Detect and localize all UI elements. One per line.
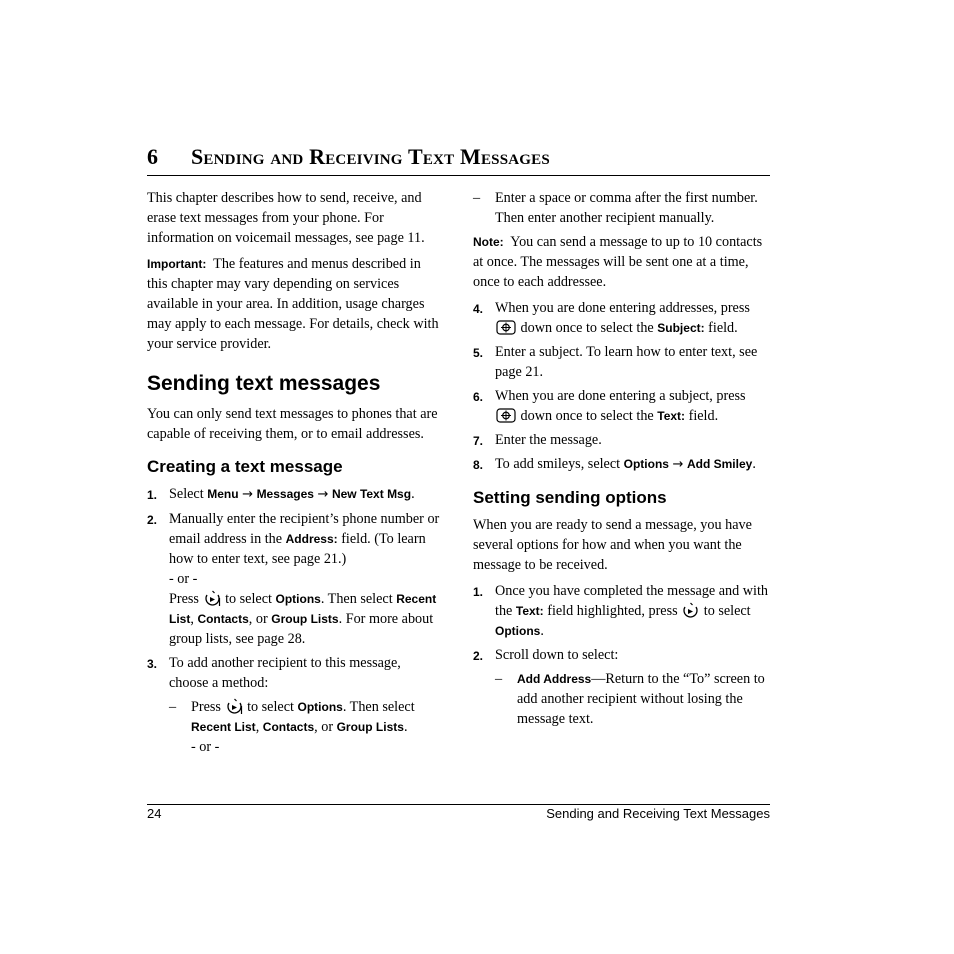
step-8: 8. To add smileys, select Options → Add Smiley. bbox=[473, 454, 771, 475]
recent-list-label: Recent List bbox=[191, 720, 256, 734]
chapter-header bbox=[147, 142, 770, 175]
chapter-title: Sending and Receiving Text Messages bbox=[191, 144, 550, 169]
step-7: 7. Enter the message. bbox=[473, 430, 771, 450]
note bbox=[473, 232, 771, 292]
add-address-option: – Add Address—Return to the “To” screen to add another recipient without losing the message text. bbox=[495, 671, 765, 727]
subsection-heading-creating: Creating a text message bbox=[147, 457, 343, 476]
step-number: 7. bbox=[473, 434, 484, 448]
arrow-right-icon: → bbox=[242, 487, 254, 502]
group-lists-label: Group Lists bbox=[336, 720, 404, 734]
page-number: 24 bbox=[147, 806, 162, 821]
important-text: The features and menus described in this chapter may vary depending on services available in your area. In addition, usage charges may apply to each message. For details, check with your service provider. bbox=[147, 256, 439, 352]
step-number: 2. bbox=[147, 513, 158, 527]
important-note bbox=[147, 254, 441, 354]
contacts-label: Contacts bbox=[262, 720, 315, 734]
address-field-label: Address: bbox=[285, 532, 338, 546]
note-label: Note: bbox=[473, 235, 504, 249]
left-column bbox=[147, 188, 441, 761]
options-label: Options bbox=[495, 624, 541, 638]
step-number: 1. bbox=[147, 488, 158, 502]
setting-intro: When you are ready to send a message, you have several options for how and when you want the message to be received. bbox=[473, 517, 752, 573]
step-4: 4. When you are done entering addresses, press down once to select the Subject: field. bbox=[473, 300, 750, 336]
add-address-label: Add Address bbox=[517, 672, 592, 686]
options-label: Options bbox=[297, 700, 343, 714]
options-label: Options bbox=[623, 457, 669, 471]
step-5: 5. Enter a subject. To learn how to enter text, see page 21. bbox=[473, 344, 758, 380]
step-number: 8. bbox=[473, 458, 484, 472]
step-number: 5. bbox=[473, 346, 484, 360]
setting-step-1: 1. Once you have completed the message and with the Text: field highlighted, press to select Options. bbox=[473, 583, 769, 639]
sending-intro: You can only send text messages to phones that are capable of receiving them, or to email addresses. bbox=[147, 406, 438, 442]
recent-list-label: Recent List bbox=[169, 592, 437, 626]
chapter-number: 6 bbox=[147, 144, 158, 169]
navigation-key-icon bbox=[496, 407, 516, 424]
or-separator: - or - bbox=[191, 739, 220, 755]
options-label: Options bbox=[275, 592, 321, 606]
menu-label: Menu bbox=[207, 487, 239, 501]
step-number: 2. bbox=[473, 649, 484, 663]
footer-title: Sending and Receiving Text Messages bbox=[546, 806, 770, 821]
text-field-label: Text: bbox=[657, 409, 686, 423]
add-smiley-label: Add Smiley bbox=[686, 457, 753, 471]
step-number: 1. bbox=[473, 585, 484, 599]
group-lists-label: Group Lists bbox=[271, 612, 339, 626]
subsection-heading-setting: Setting sending options bbox=[473, 488, 667, 507]
setting-steps bbox=[473, 581, 771, 729]
setting-step-2: 2. Scroll down to select: – Add Address—Return to the “To” screen to add another recipient without losing the message text. bbox=[473, 645, 771, 729]
right-column bbox=[473, 188, 771, 733]
method-option: – Press to select Options. Then select Recent List, Contacts, or Group Lists. - or - bbox=[169, 699, 415, 755]
section-heading-sending: Sending text messages bbox=[147, 372, 381, 395]
step-number: 4. bbox=[473, 302, 484, 316]
arrow-right-icon: → bbox=[317, 487, 329, 502]
step-1: 1. Select Menu → Messages → New Text Msg. bbox=[147, 484, 441, 505]
arrow-right-icon: → bbox=[672, 457, 684, 472]
note-text: You can send a message to up to 10 contacts at once. The messages will be sent one at a time, once to each addressee. bbox=[473, 234, 763, 290]
right-softkey-icon bbox=[682, 602, 699, 619]
contacts-label: Contacts bbox=[197, 612, 249, 626]
step-number: 6. bbox=[473, 390, 484, 404]
intro-paragraph: This chapter describes how to send, receive, and erase text messages from your phone. For information on voicemail messages, see page 11. bbox=[147, 190, 425, 246]
subject-field-label: Subject: bbox=[657, 321, 705, 335]
creating-steps-continued bbox=[473, 298, 771, 475]
important-label: Important: bbox=[147, 257, 207, 271]
messages-label: Messages bbox=[256, 487, 314, 501]
right-softkey-icon bbox=[226, 698, 243, 715]
step-3: 3. To add another recipient to this message, choose a method: – Press to select Options. Then select Recent List, Contacts, or Group Lists. - or - bbox=[147, 653, 441, 757]
step-number: 3. bbox=[147, 657, 158, 671]
footer-rule bbox=[147, 804, 770, 805]
navigation-key-icon bbox=[496, 319, 516, 336]
header-rule bbox=[147, 175, 770, 176]
step-2: 2. Manually enter the recipient’s phone number or email address in the Address: field. (To learn how to enter text, see page 21.) - or - Press to select Options. Then select Recent List, Contacts, or Group Lists. For more about group lists, see page 28. bbox=[147, 511, 440, 647]
method-option: – Enter a space or comma after the first number. Then enter another recipient manually. bbox=[473, 190, 758, 226]
creating-steps bbox=[147, 484, 441, 757]
new-text-msg-label: New Text Msg bbox=[331, 487, 412, 501]
step-6: 6. When you are done entering a subject, press down once to select the Text: field. bbox=[473, 388, 746, 424]
text-field-label: Text: bbox=[515, 604, 544, 618]
or-separator: - or - bbox=[169, 571, 198, 587]
right-softkey-icon bbox=[204, 590, 221, 607]
